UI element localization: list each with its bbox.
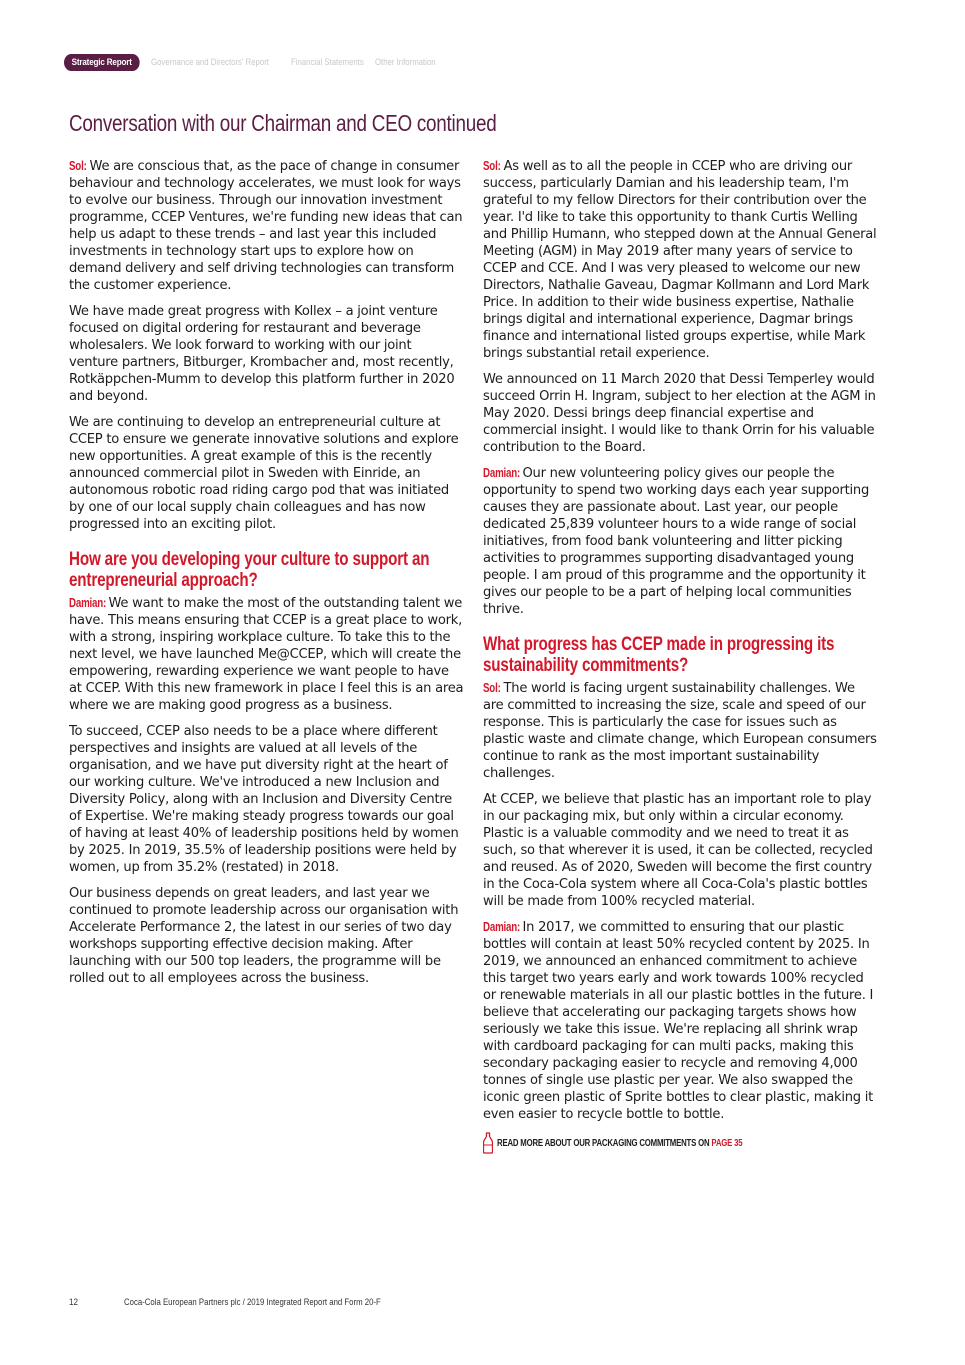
paragraph: To succeed, CCEP also needs to be a place where different perspectives and insights are valued at all levels of the organisation, and we have put diversity right at the heart of our working culture. We've introduced a new Inclusion and Diversity Policy, along with an Inclusion and Diversity Centre of Expertise. We're making steady progress towards our goal of having at least 40% of leadership positions held by women by 2025. In 2019, 35.5% of leadership positions were held by women, up from 35.2% (restated) in 2018.: [69, 724, 459, 875]
publication-title: Coca-Cola European Partners plc / 2019 Integrated Report and Form 20-F: [124, 1297, 381, 1308]
paragraph: We have made great progress with Kollex – a joint venture focused on digital ordering for restaurant and beverage wholesalers. We look forward to working with our joint venture partners, Bitburger, Krombacher and, most recently, Rotkäppchen-Mumm to develop this platform further in 2020 and beyond.: [69, 304, 455, 404]
paragraph: [483, 158, 878, 362]
paragraph: At CCEP, we believe that plastic has an important role to play in our packaging mix, but only within a circular economy. Plastic is a valuable commodity and we need to treat it as such, so that wherever it is used, it can be collected, recycled and reused. As of 2020, Sweden will become the first country in the Coca-Cola system where all Coca-Cola's plastic bottles will be made from 100% recycled material.: [483, 792, 873, 909]
paragraph: We announced on 11 March 2020 that Dessi Temperley would succeed Orrin H. Ingram, subject to her election at the AGM in May 2020. Dessi brings deep financial expertise and commercial insight. I would like to thank Orrin for his valuable contribution to the Board.: [483, 372, 876, 455]
read-more-label: READ MORE ABOUT OUR PACKAGING COMMITMENTS ON: [497, 1137, 712, 1149]
nav-tab-financial-statements[interactable]: Financial Statements: [290, 57, 364, 68]
paragraph: [69, 158, 464, 294]
paragraph-text: As well as to all the people in CCEP who are driving our success, particularly Damian and his leadership team, I'm grateful to my fellow Directors for their contribution over the year. I'd like to take this opportunity to thank Curtis Welling and Phillip Humann, who stepped down at the Annual General Meeting (AGM) in May 2019 after many years of service to CCEP and CCE. And I was very pleased to welcome our new Directors, Nathalie Gaveau, Dagmar Kollmann and Lord Mark Price. In addition to their wide business expertise, Nathalie brings digital and international experience, Dagmar brings finance and international listed groups expertise, while Mark brings substantial retail experience.: [483, 159, 877, 361]
speaker-label: Sol:: [483, 159, 501, 173]
paragraph: [69, 595, 464, 714]
speaker-label: Damian:: [483, 466, 521, 480]
speaker-label: Sol:: [483, 681, 501, 695]
section-heading: What progress has CCEP made in progressing its sustainability commitments?: [483, 634, 835, 676]
section-heading: How are you developing your culture to support an entrepreneurial approach?: [69, 549, 430, 591]
nav-tab-strategic-report[interactable]: Strategic Report: [64, 54, 139, 71]
bottle-icon: [483, 1132, 493, 1154]
speaker-label: Sol:: [69, 159, 87, 173]
page-number: 12: [69, 1297, 78, 1308]
paragraph-text: Our new volunteering policy gives our people the opportunity to spend two working days each year supporting causes they are passionate about. Last year, our people dedicated 25,839 volunteer hours to a wide range of social initiatives, from food bank volunteering and litter picking activities to programmes supporting disadvantaged young people. I am proud of this programme and the opportunity it gives our people to be a part of helping local communities thrive.: [483, 466, 870, 617]
right-column: [483, 158, 878, 1154]
page-reference-link[interactable]: PAGE 35: [711, 1137, 743, 1149]
paragraph: We are continuing to develop an entrepreneurial culture at CCEP to ensure we generate innovative solutions and explore new opportunities. A great example of this is the recently announced commercial pilot in Sweden with Einride, an autonomous robotic road riding cargo pod that was initiated by one of our local supply chain colleagues and has now progressed into an exciting pilot.: [69, 415, 459, 532]
speaker-label: Damian:: [69, 596, 107, 610]
section-nav: [64, 54, 435, 71]
nav-tab-governance[interactable]: Governance and Directors' Report: [150, 57, 269, 68]
paragraph: [483, 919, 878, 1123]
speaker-label: Damian:: [483, 920, 521, 934]
page-footer: [69, 1297, 437, 1308]
paragraph-text: We want to make the most of the outstanding talent we have. This means ensuring that CCEP is a great place to work, with a strong, inspiring workplace culture. To take this to the next level, we have launched Me@CCEP, which will create the empowering, rewarding experience we want people to have at CCEP. With this new framework in place I feel this is an area where we are making good progress as a business.: [69, 596, 464, 713]
paragraph: Our business depends on great leaders, and last year we continued to promote leadership across our organisation with Accelerate Performance 2, the latest in our series of two day workshops supporting effective decision making. After launching with our 500 top leaders, the programme will be rolled out to all employees across the business.: [69, 886, 459, 986]
nav-tab-other-information[interactable]: Other Information: [375, 57, 436, 68]
paragraph: [483, 680, 878, 782]
paragraph: [483, 465, 878, 618]
read-more-link[interactable]: [483, 1132, 878, 1154]
paragraph-text: We are conscious that, as the pace of change in consumer behaviour and technology accelerates, we must look for ways to evolve our business. Through our innovation investment programme, CCEP Ventures, we're funding new ideas that can help us adapt to these trends – and last year this included investments in technology start ups to explore how on demand delivery and self driving technologies can transform the customer experience.: [69, 159, 463, 293]
read-more-text: [497, 1135, 742, 1152]
left-column: [69, 158, 464, 996]
paragraph-text: The world is facing urgent sustainability challenges. We are committed to increasing the size, scale and speed of our response. This is particularly the case for issues such as plastic waste and climate change, which European consumers continue to rank as the most important sustainability challenges.: [483, 681, 877, 781]
paragraph-text: In 2017, we committed to ensuring that our plastic bottles will contain at least 50% recycled content by 2025. In 2019, we announced an enhanced commitment to achieve this target two years early and work towards 100% recycled or renewable materials in all our plastic bottles in the future. I believe that accelerating our packaging targets shows how seriously we take this issue. We're replacing all shrink wrap with cardboard packaging for can multi packs, making this secondary packaging easier to recycle and removing 4,000 tonnes of single use plastic per year. We also swapped the iconic green plastic of Sprite bottles to clear plastic, making it even easier to recycle bottle to bottle.: [483, 920, 874, 1122]
page-title: Conversation with our Chairman and CEO continued: [69, 110, 497, 136]
